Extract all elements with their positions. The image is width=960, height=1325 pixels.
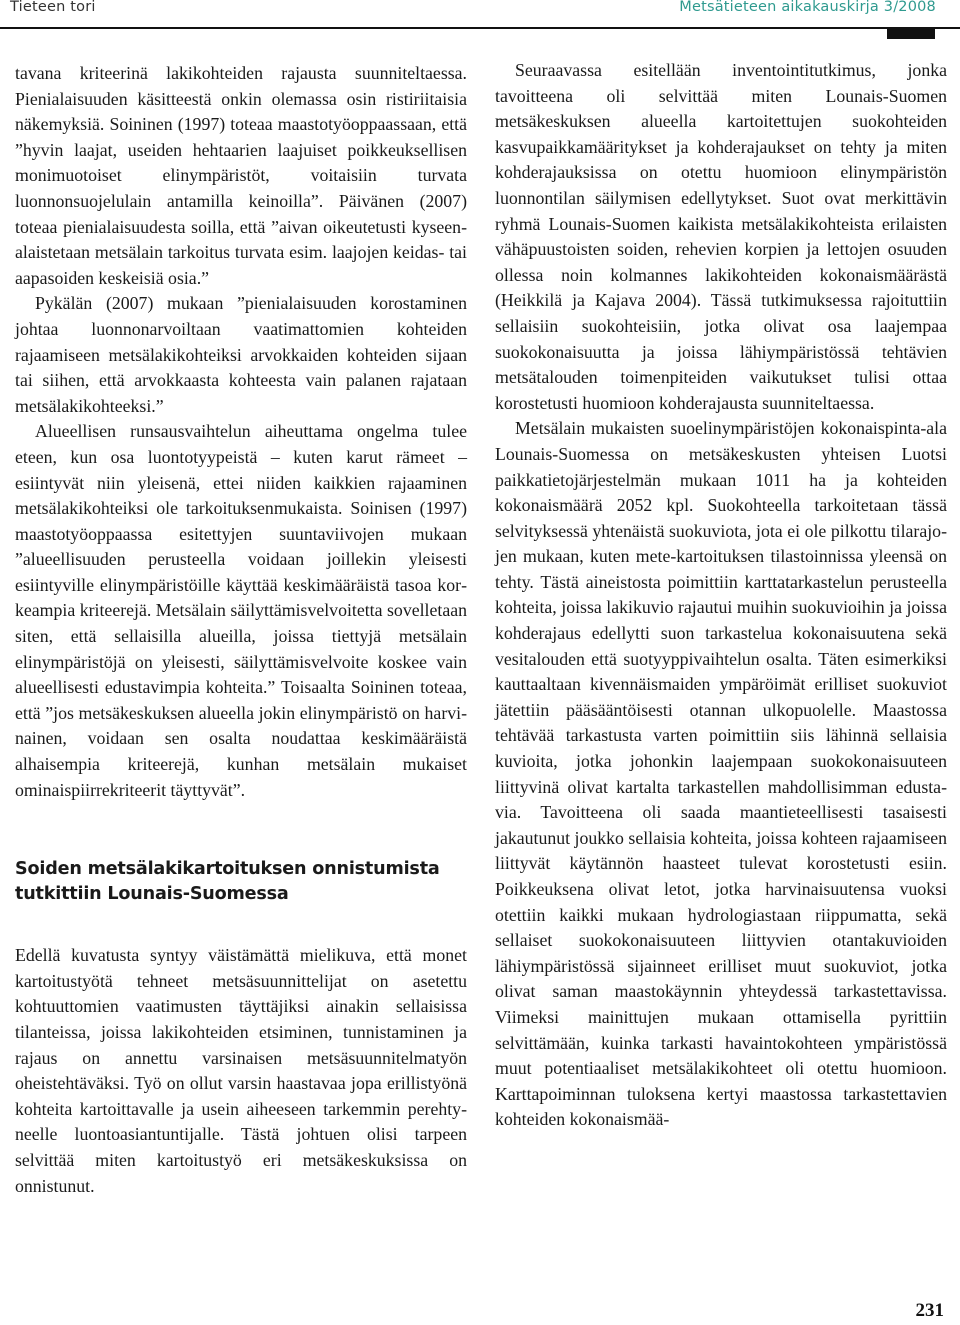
right-column	[495, 58, 947, 1133]
journal-label: Metsätieteen aikakauskirja 3/2008	[679, 0, 936, 15]
paragraph: Pykälän (2007) mukaan ”pienialaisuuden korostaminen johtaa luonnonarvoiltaan vaatimattomien kohteiden rajaamiseen metsälakikohteiksi arvokkaiden kohteiden sijaan tai siihen, että arvokkaasta kohteesta vain palanen rajataan metsälakikohteeksi.”	[15, 293, 467, 416]
paragraph: Edellä kuvatusta syntyy väistämättä mielikuva, että monet kartoitustyötä tehneet metsäsuunnittelijat on asetettu kohtuuttomien vaatimusten täyttäjiksi ainakin sellaisissa tilanteissa, joissa lakikohteiden etsiminen, tunnistaminen ja rajaus on annettu varsinaisen metsäsuunnitelmatyön oheistehtäväksi. Työ on ollut varsin haastavaa jopa erillistyönä kohteita kartoittavalle ja usein aiheeseen tarkemmin perehtyneelle luontoasiantuntijalle. Tästä johtuen olisi tarpeen selvittää miten kartoitustyö eri metsäkeskuksissa on onnistunut.	[15, 945, 467, 1196]
paragraph: Metsälain mukaisten suoelinympäristöjen kokonaispinta-ala Lounais-Suomessa on metsäkeskusten yhteisen Luotsi paikkatietojärjestelmän mukaan 1011 ha ja kohteiden kokonaismäärä 2052 kpl. Suokohteella tarkoitetaan tässä selvityksessä yhtenäistä suokuviota, jota ei ole pilkottu tilarajojen mukaan, kuten mete-kartoituksen tilastoinnissa yleensä on tehty. Tästä aineistosta poimittiin karttatarkastelun perusteella kohteita, joissa lakikuvio rajautui muihin suokuvioihin ja joissa kohderajaus edellytti suon tarkastelua kokonaisuutena sekä vesitalouden että suotyyppivaihtelun osalta. Täten esimerkiksi kauttaaltaan kivennäismaiden ympäröimät erilliset suokuviot jätettiin pääsääntöisesti otannan ulkopuolelle. Maastossa tehtävää tarkastusta varten poimittiin siis lähinnä sellaisia kuvioita, jotka johonkin laajempaan suokokonaisuuteen liittyvinä olivat kartalta tarkastellen mahdollisimman edustavia. Tavoitteena oli saada maantieteellisesti tasaisesti jakautunut joukko sellaisia kohteita, joissa kohteen rajaamiseen liittyvät käytännön haasteet tulevat korostetusti esiin. Poikkeuksena olivat letot, jotka harvinaisuutensa vuoksi otettiin kaikki mukaan hydrologiastaan riippumatta, sekä sellaiset suokokonaisuuteen liittyvien otantakuvioiden lähiympäristössä sijainneet erilliset muut suokuviot, jotka olivat saman maastokäynnin yhteydessä tarkastettavissa. Viimeksi mainittujen mukaan ottamisella pyrittiin selvittämään, kuinka tarkasti havaintokohteen ympäristössä muut potentiaaliset metsälakikohteet oli otettu huomioon. Karttapoiminnan tuloksena kertyi maastossa tarkastettavien kohteiden kokonaismää-	[495, 418, 947, 1130]
paragraph: Alueellisen runsausvaihtelun aiheuttama ongelma tulee eteen, kun osa luontotyypeistä – kuten karut rämeet – esiintyvät niin yleisenä, ettei niiden kaikkien rajaaminen metsälakikohteiksi ole tarkoituksenmukaista. Soinisen (1997) maastotyöoppaassa esitettyjen suuntaviivojen mukaan ”alueellisuuden perusteella voidaan joillekin yleisesti esiintyville elinympäristöille käyttää keskimääräistä tasoa korkeampia kriteerejä. Metsälain säilyttämisvelvoitetta sovelletaan siten, että sellaisilla alueilla, joissa tiettyjä metsälain elinympäristöjä on yleisesti, säilyttämisvelvoite koskee vain alueellisesti edustavimpia kohteita.” Toisaalta Soininen toteaa, että ”jos metsäkeskuksen alueella jokin elinympäristö on harvinainen, voidaan sen osalta noudattaa keskimääräistä alhaisempia kriteerejä, kunhan metsälain mukaiset ominaispiirrekriteerit täyttyvät”.	[15, 421, 467, 800]
section-label: Tieteen tori	[10, 0, 96, 15]
page-header	[0, 0, 960, 30]
paragraph: Seuraavassa esitellään inventointitutkimus, jonka tavoitteena oli selvittää miten Lounais-Suomen metsäkeskuksen alueella kartoitettujen suokohteiden kasvupaikkamääritykset ja kohderajaukset on tehty ja miten kohderajauksissa on otettu huomioon elinympäristön luonnontilan säilymisen edellytykset. Suot ovat merkittävin ryhmä Lounais-Suomen kaikista metsälakikohteista erilaisten vähäpuustoisten soiden, rehevien korpien ja lettojen osuuden ollessa noin kolmannes lakikohteiden kokonaismäärästä (Heikkilä ja Kajava 2004). Tässä tutkimuksessa rajoituttiin sellaisiin suokohteisiin, jotka olivat osa laajempaa suokokonaisuutta ja joissa lähiympäristössä tehtävien metsätalouden toimenpiteiden vaikutukset tulisi ottaa korostetusti huomioon kohderajausta suunniteltaessa.	[495, 60, 947, 413]
header-tab-marker	[887, 28, 935, 39]
left-column	[15, 61, 467, 1199]
paragraph: tavana kriteerinä lakikohteiden rajausta suunniteltaessa. Pienialaisuuden käsitteestä onkin olemassa osin ristiriitaisia näkemyksiä. Soininen (1997) toteaa maastotyöoppaassaan, että ”hyvin laajat, useiden hehtaarien laajuiset poikkeuksellisen monimuotoiset elinympäristöt, voitaisiin turvata luonnonsuojelulain antamilla keinoilla”. Päivänen (2007) toteaa pienialaisuudesta soilla, että ”aivan oikeutetusti kyseenalaistetaan metsälain tarkoitus turvata esim. laajojen keidas- tai aapasoiden keskeisiä osia.”	[15, 63, 467, 288]
section-heading: Soiden metsälakikartoituksen onnistumista tutkittiin Lounais-Suomessa	[15, 859, 440, 905]
header-rule	[0, 27, 960, 29]
page-number: 231	[915, 1300, 944, 1321]
